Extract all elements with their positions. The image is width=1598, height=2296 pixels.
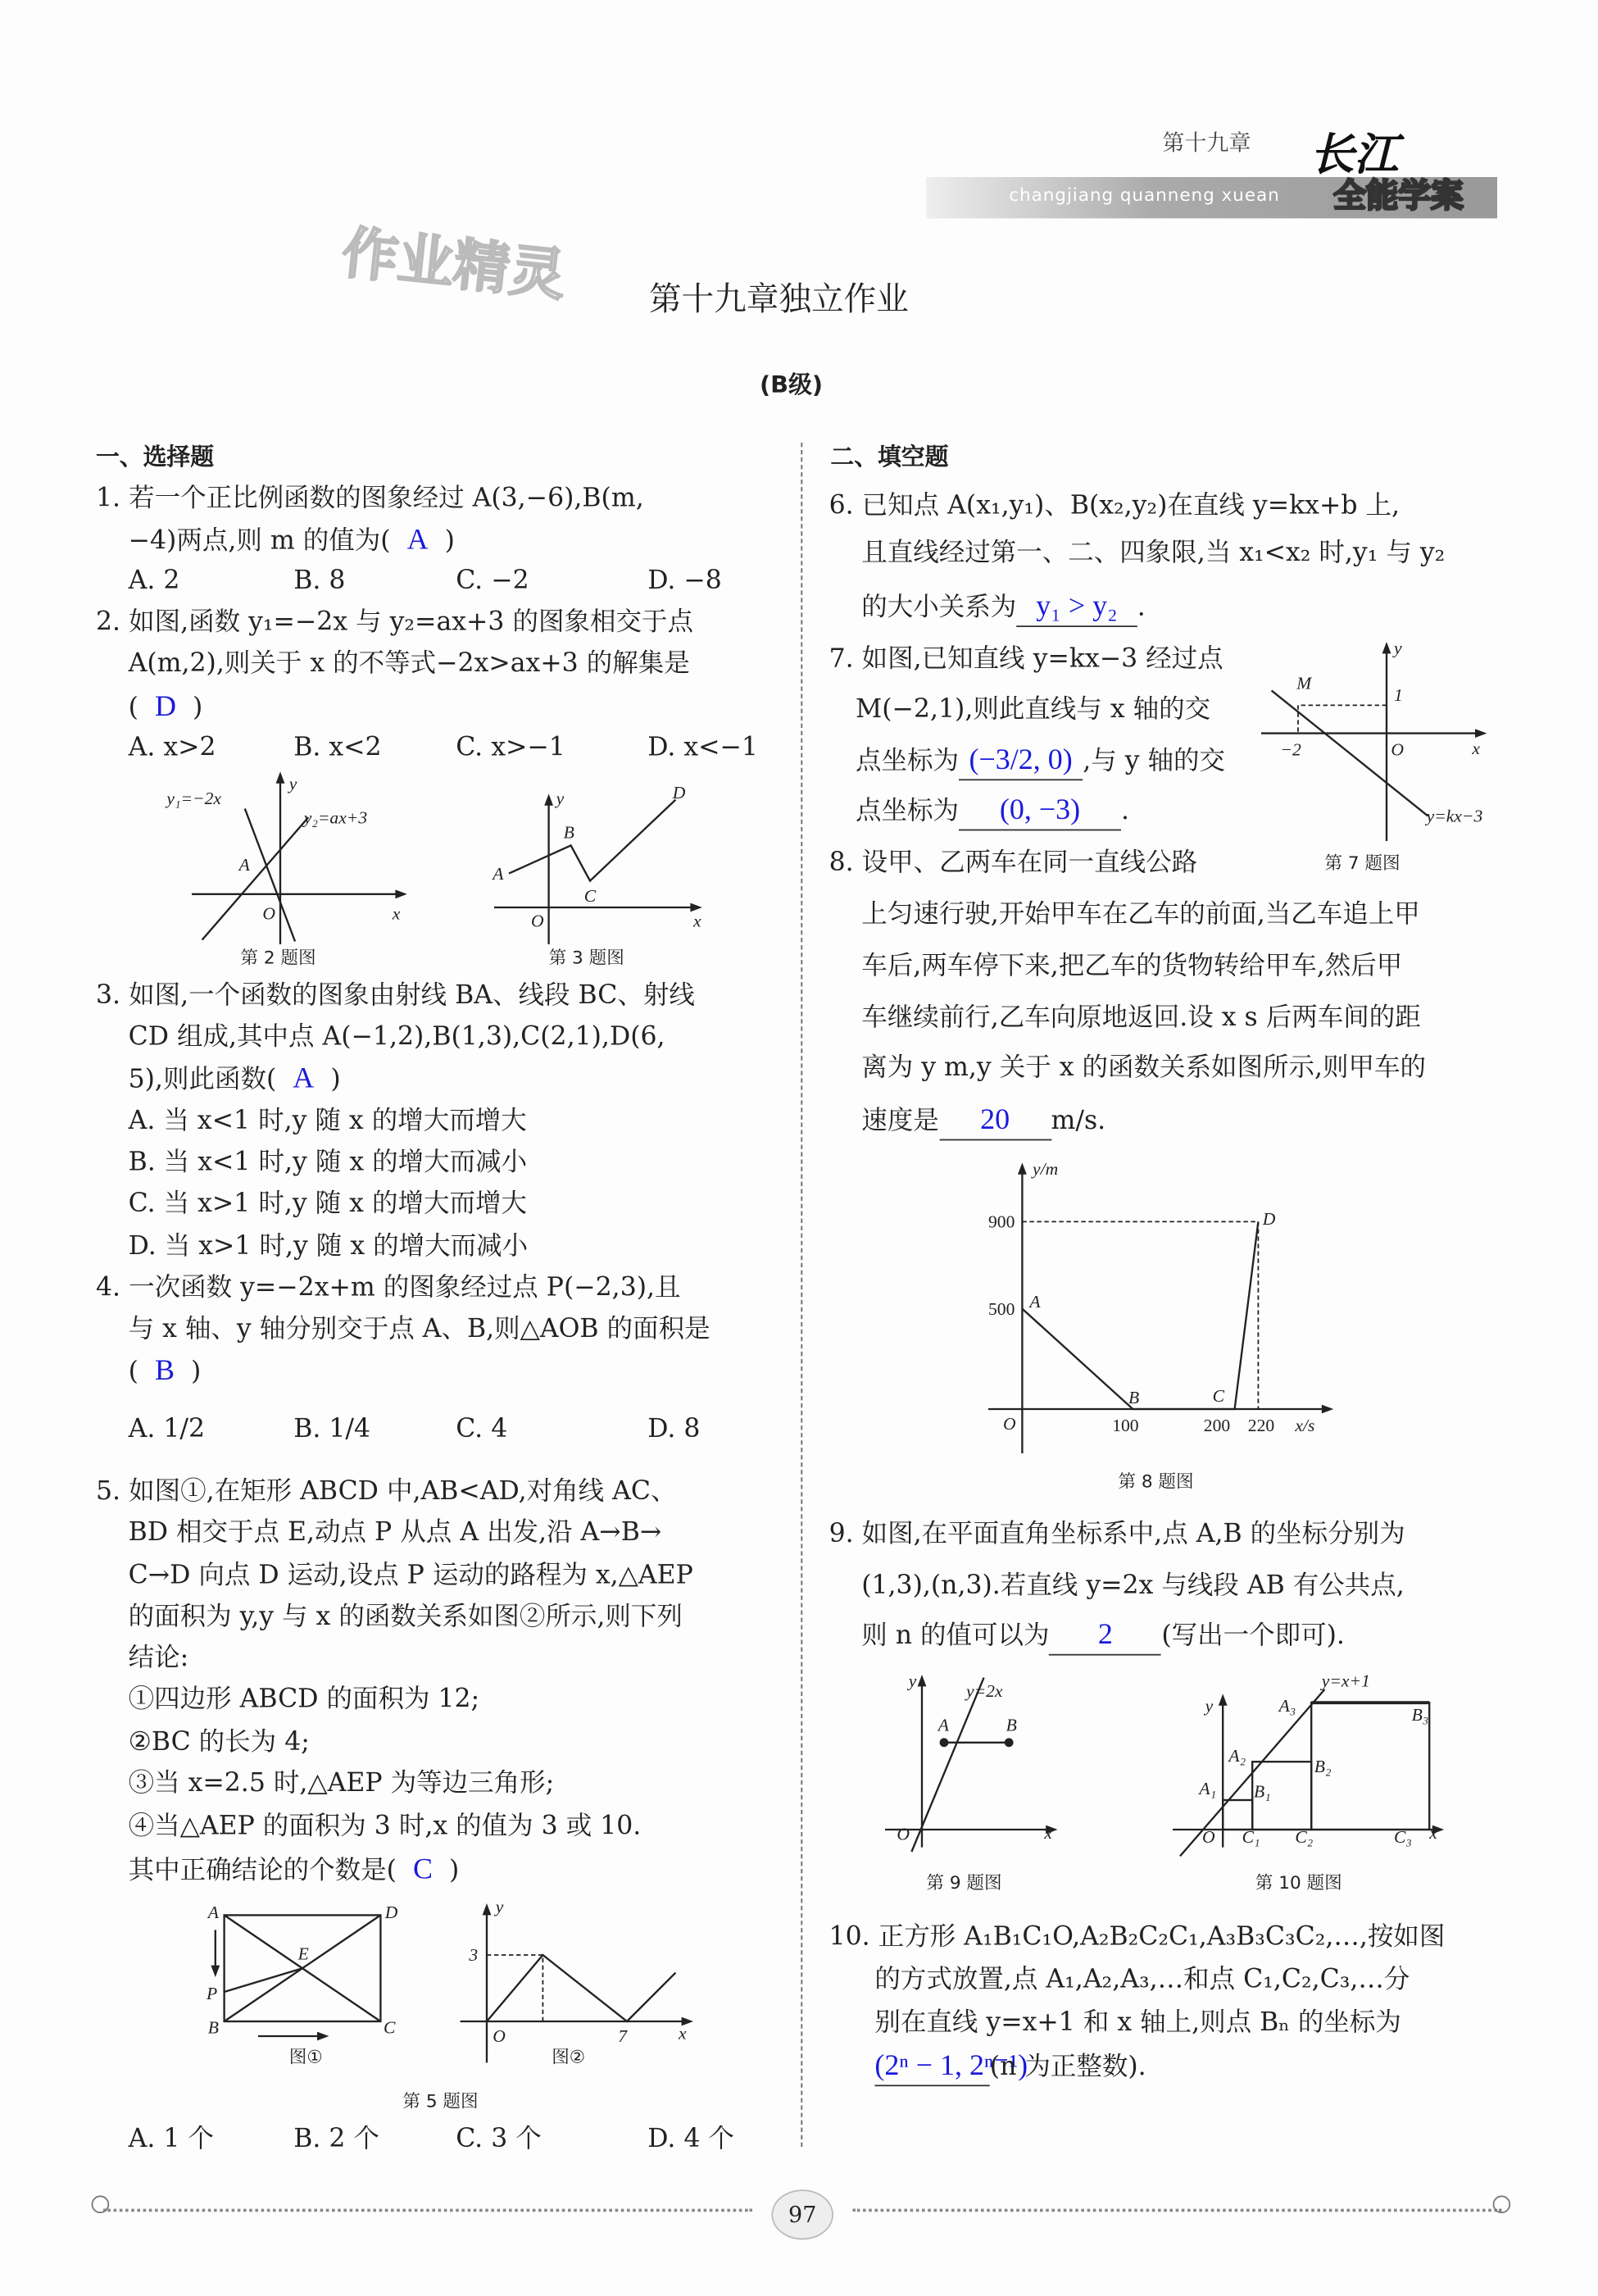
q5-line3: C→D 向点 D 运动,设点 P 运动的路程为 x,△AEP [128,1561,693,1591]
q2-option-a[interactable]: A. x>2 [128,733,216,763]
q7-line3-end: ,与 y 轴的交 [1083,746,1226,776]
label-A: A [493,863,504,884]
q6-line2: 且直线经过第一、二、四象限,当 x₁<x₂ 时,y₁ 与 y₂ [861,539,1446,568]
q7-answer-y-intercept: (0, −3) [999,793,1081,826]
q4-paren-open: ( [128,1357,138,1387]
section-choice: 一、选择题 [96,443,215,471]
tick-500: 500 [988,1298,1015,1319]
label-C1: C₁ [1242,1827,1260,1848]
q8-line5: 离为 y m,y 关于 x 的函数关系如图所示,则甲车的 [861,1053,1427,1084]
label-y: y [288,774,297,794]
q9-line3-end: (写出一个即可). [1161,1621,1345,1652]
caption-fig5-2: 图② [552,2047,586,2068]
q5-line2: BD 相交于点 E,动点 P 从点 A 出发,沿 A→B→ [128,1518,662,1548]
q7-line4-text: 点坐标为 [856,797,959,826]
page-title: 第十九章独立作业 [649,281,909,319]
q6-answer: y₁ > y₂ [1036,590,1118,623]
label-O: O [531,911,544,931]
q5-answer[interactable]: C [412,1853,433,1886]
q5-option-d[interactable]: D. 4 个 [647,2125,734,2154]
q10-line2: 的方式放置,点 A₁,A₂,A₃,…和点 C₁,C₂,C₃,…分 [874,1965,1410,1995]
label-D: D [672,782,686,802]
q1-option-b[interactable]: B. 8 [293,566,346,597]
label-x: x [1429,1822,1437,1843]
label-A1: A₁ [1199,1778,1217,1798]
label-O: O [1003,1414,1016,1434]
q10-line3: 别在直线 y=x+1 和 x 轴上,则点 Bₙ 的坐标为 [874,2007,1401,2038]
label-C2: C₂ [1295,1827,1314,1848]
label-x: x [392,903,401,924]
label-line: y=x+1 [1321,1671,1370,1691]
x-axis-label: x/s [1295,1416,1315,1435]
q2-paren-close: ) [193,693,203,723]
q3-line3-text: 5),则此函数( [128,1065,277,1095]
q3-line2: CD 组成,其中点 A(−1,2),B(1,3),C(2,1),D(6, [128,1022,665,1053]
q4-answer[interactable]: B [154,1354,175,1387]
label-y: y [495,1896,504,1916]
q10-line4-end: (n 为正整数). [989,2052,1146,2082]
q8-line3: 车后,两车停下来,把乙车的货物转给甲车,然后甲 [861,952,1403,981]
label-x: x [693,911,701,931]
y-axis-label: y/m [1033,1158,1059,1179]
q7-answer-x-intercept: (−3/2, 0) [969,743,1073,776]
label-C: C [384,2017,396,2038]
caption-fig5-1: 图① [288,2047,323,2068]
q8-line4: 车继续前行,乙车向原地返回.设 x s 后两车间的距 [861,1003,1421,1033]
q5-statement-1: ①四边形 ABCD 的面积为 12; [128,1684,480,1715]
q5-option-c[interactable]: C. 3 个 [456,2125,542,2154]
caption-fig10: 第 10 题图 [1255,1873,1342,1894]
q3-option-b[interactable]: B. 当 x<1 时,y 随 x 的增大而减小 [128,1148,528,1178]
q9-line3-text: 则 n 的值可以为 [861,1621,1050,1652]
q1-answer[interactable]: A [406,524,429,557]
q8-line2: 上匀速行驶,开始甲车在乙车的前面,当乙车追上甲 [861,900,1420,930]
q5-line5: 结论: [128,1644,189,1674]
q7-line3-text: 点坐标为 [856,746,959,776]
tick-100: 100 [1112,1416,1139,1435]
q4-line1: 4. 一次函数 y=−2x+m 的图象经过点 P(−2,3),且 [96,1273,681,1303]
q1-option-a[interactable]: A. 2 [128,566,180,597]
q5-statement-3: ③当 x=2.5 时,△AEP 为等边三角形; [128,1769,555,1799]
y-arrow-icon [1219,1694,1228,1705]
logo-bottom-text: 全能学案 [1333,178,1464,216]
q5-paren: ) [449,1856,460,1886]
q10-blank[interactable] [874,2048,1028,2086]
chapter-label: 第十九章 [1162,130,1251,157]
q2-line1: 2. 如图,函数 y₁=−2x 与 y₂=ax+3 的图象相交于点 [96,607,693,638]
square-1 [1223,1800,1252,1830]
footer-ornament-line-left [103,2209,752,2212]
label-B2: B₂ [1314,1756,1332,1776]
q4-option-d[interactable]: D. 8 [647,1415,701,1445]
q5-line1: 5. 如图①,在矩形 ABCD 中,AB<AD,对角线 AC、 [96,1476,677,1507]
q3-option-a[interactable]: A. 当 x<1 时,y 随 x 的增大而增大 [128,1107,527,1136]
level-label: (B级) [760,370,824,398]
label-O: O [897,1824,910,1844]
q1-paren: ) [444,526,455,557]
point-A [940,1738,949,1747]
q5-statement-4: ④当△AEP 的面积为 3 时,x 的值为 3 或 10. [128,1812,642,1842]
q1-line1: 1. 若一个正比例函数的图象经过 A(3,−6),B(m, [96,484,644,514]
caption-fig8: 第 8 题图 [1118,1471,1194,1493]
caption-fig9: 第 9 题图 [926,1873,1002,1894]
q9-answer: 2 [1097,1618,1113,1652]
q7-line2: M(−2,1),则此直线与 x 轴的交 [856,694,1211,725]
q4-paren-close: ) [191,1357,202,1387]
label-B3: B₃ [1411,1704,1429,1725]
label-A2: A₂ [1228,1746,1246,1766]
q6-line3-text: 的大小关系为 [861,593,1017,623]
q7-period: . [1121,797,1130,826]
label-7: 7 [618,2026,627,2047]
label-M: M [1296,673,1312,693]
label-line: y=kx−3 [1426,806,1483,826]
label-neg2: −2 [1280,739,1301,760]
q9-line1: 9. 如图,在平面直角坐标系中,点 A,B 的坐标分别为 [829,1520,1405,1549]
label-y: y [1205,1696,1214,1716]
q2-option-c[interactable]: C. x>−1 [456,733,565,763]
label-A3: A₃ [1278,1696,1296,1716]
q5-option-a[interactable]: A. 1 个 [128,2125,214,2154]
label-A: A [937,1715,949,1735]
q5-option-b[interactable]: B. 2 个 [293,2125,379,2154]
q3-option-d[interactable]: D. 当 x>1 时,y 随 x 的增大而减小 [128,1232,529,1262]
label-A: A [1029,1291,1041,1312]
label-B: B [1128,1387,1140,1407]
caption-fig3: 第 3 题图 [548,948,624,969]
q3-line1: 3. 如图,一个函数的图象由射线 BA、线段 BC、射线 [96,981,695,1011]
footer-swirl-right-icon [1493,2195,1511,2213]
q7-line1: 7. 如图,已知直线 y=kx−3 经过点 [829,644,1223,675]
q6-period: . [1137,593,1146,623]
label-O: O [493,2026,506,2047]
label-B: B [1006,1715,1017,1735]
q4-line2: 与 x 轴、y 轴分别交于点 A、B,则△AOB 的面积是 [128,1314,710,1344]
label-O: O [1391,739,1404,760]
y-arrow-icon [918,1675,927,1686]
q3-option-c[interactable]: C. 当 x>1 时,y 随 x 的增大而增大 [128,1189,527,1219]
label-y1: y₁=−2x [166,789,221,809]
footer-swirl-left-icon [92,2195,110,2213]
logo-top-text: 长江 [1310,130,1399,182]
q5-ask-text: 其中正确结论的个数是( [128,1856,397,1886]
figure-q10 [1173,1671,1444,1894]
section-fill-in: 二、填空题 [830,443,949,471]
page-number: 97 [771,2189,833,2239]
q10-line1: 10. 正方形 A₁B₁C₁O,A₂B₂C₂C₁,A₃B₃C₃C₂,…,按如图 [829,1922,1446,1953]
tick-900: 900 [988,1212,1015,1232]
watermark: 作业精灵 [338,220,569,308]
q2-paren-open: ( [128,693,138,723]
q5-line4: 的面积为 y,y 与 x 的函数关系如图②所示,则下列 [128,1602,683,1632]
q8-answer: 20 [980,1103,1010,1136]
q3-answer[interactable]: A [293,1062,315,1095]
label-x: x [679,2023,687,2044]
q2-line2: A(m,2),则关于 x 的不等式−2x>ax+3 的解集是 [128,649,690,679]
q4-option-b[interactable]: B. 1/4 [293,1415,371,1445]
figure-q9 [885,1671,1058,1894]
label-B: B [207,2017,219,2038]
q4-option-a[interactable]: A. 1/2 [128,1415,206,1445]
label-C: C [583,885,597,906]
q8-line1: 8. 设甲、乙两车在同一直线公路 [829,848,1198,878]
label-A: A [207,1903,219,1922]
label-x: x [1044,1822,1052,1843]
label-3: 3 [469,1945,479,1966]
label-y2: y₂=ax+3 [303,807,368,828]
q8-line6-text: 速度是 [861,1107,939,1136]
label-P: P [207,1984,218,2003]
q1-option-c[interactable]: C. −2 [456,566,529,597]
q10-answer: (2ⁿ − 1, 2ⁿ⁻¹) [874,2049,1028,2082]
footer-ornament-line-right [852,2209,1501,2212]
label-B1: B₁ [1254,1781,1271,1802]
label-y: y [1394,638,1402,658]
label-C3: C₃ [1394,1827,1412,1848]
label-y: y [908,1671,917,1691]
q1-option-d[interactable]: D. −8 [647,566,722,597]
label-O: O [1202,1827,1215,1848]
q2-option-b[interactable]: B. x<2 [293,733,382,763]
label-B: B [563,822,574,843]
point-B [1005,1738,1014,1747]
q8-unit: m/s. [1051,1107,1106,1136]
q2-answer[interactable]: D [154,690,176,723]
label-A: A [238,855,250,875]
tick-220: 220 [1247,1416,1275,1435]
caption-fig2: 第 2 题图 [240,948,316,969]
label-line: y=2x [966,1681,1003,1701]
caption-fig7: 第 7 题图 [1324,853,1401,875]
q9-line2: (1,3),(n,3).若直线 y=2x 与线段 AB 有公共点, [861,1571,1405,1601]
q1-line2-text: −4)两点,则 m 的值为( [128,526,391,557]
label-1: 1 [1394,685,1403,705]
q6-line1: 6. 已知点 A(x₁,y₁)、B(x₂,y₂)在直线 y=kx+b 上, [829,491,1401,521]
q5-statement-2: ②BC 的长为 4; [128,1727,310,1757]
q4-option-c[interactable]: C. 4 [456,1415,508,1445]
label-D: D [384,1903,398,1922]
label-D: D [1262,1209,1276,1229]
label-x: x [1472,738,1480,758]
tick-200: 200 [1203,1416,1231,1435]
label-C: C [1212,1386,1225,1406]
label-O: O [262,903,275,924]
label-E: E [297,1944,309,1964]
q10-line4 [874,2048,1146,2086]
header-banner-text: changjiang quanneng xuean [1009,184,1280,206]
q2-option-d[interactable]: D. x<−1 [647,733,758,763]
q3-paren: ) [330,1065,341,1095]
label-y: y [556,789,565,809]
caption-fig5: 第 5 题图 [402,2091,479,2112]
